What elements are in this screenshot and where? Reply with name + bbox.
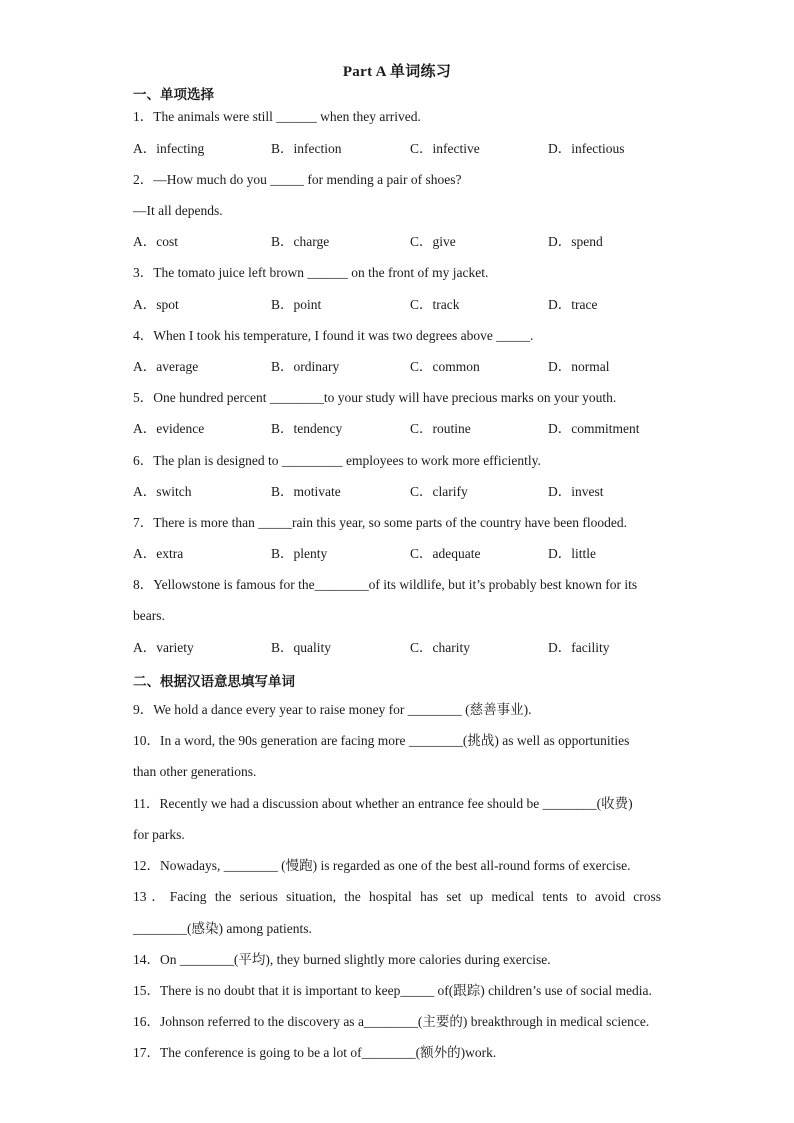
- question-1-option-d: D．infectious: [548, 141, 625, 156]
- question-2-stem: 2．—How much do you _____ for mending a pair of shoes?: [133, 172, 462, 187]
- question-6-option-a: A．switch: [133, 484, 192, 499]
- question-6-option-d: D．invest: [548, 484, 604, 499]
- question-3-option-c: C．track: [410, 297, 460, 312]
- question-8-option-d: D．facility: [548, 640, 610, 655]
- page-title: Part A 单词练习: [342, 64, 452, 80]
- question-2-option-c: C．give: [410, 234, 456, 249]
- question-6-option-c: C．clarify: [410, 484, 468, 499]
- question-11-line-1: 11．Recently we had a discussion about whether an entrance fee should be ________(收费): [133, 796, 633, 811]
- question-4-option-b: B．ordinary: [271, 359, 340, 374]
- question-13-line-2: ________(感染) among patients.: [133, 921, 312, 936]
- section-heading-fill-in: 二、根据汉语意思填写单词: [133, 674, 295, 690]
- question-11-line-2: for parks.: [133, 827, 185, 842]
- question-1-stem: 1．The animals were still ______ when they arrived.: [133, 109, 421, 124]
- question-4-option-c: C．common: [410, 359, 480, 374]
- question-1-option-a: A．infecting: [133, 141, 205, 156]
- question-7-stem: 7．There is more than _____rain this year, so some parts of the country have been flooded.: [133, 515, 627, 530]
- question-2-stem-reply: —It all depends.: [133, 203, 223, 218]
- question-6-stem: 6．The plan is designed to _________ employees to work more efficiently.: [133, 453, 541, 468]
- question-8-stem-continued: bears.: [133, 608, 165, 623]
- question-7-option-c: C．adequate: [410, 546, 481, 561]
- question-8-option-a: A．variety: [133, 640, 194, 655]
- question-9: 9．We hold a dance every year to raise money for ________ (慈善事业).: [133, 702, 532, 717]
- question-12: 12．Nowadays, ________ (慢跑) is regarded as one of the best all-round forms of exercise.: [133, 858, 631, 873]
- question-7-option-a: A．extra: [133, 546, 184, 561]
- question-5-option-d: D．commitment: [548, 421, 640, 436]
- question-7-option-b: B．plenty: [271, 546, 328, 561]
- question-2-option-a: A．cost: [133, 234, 178, 249]
- question-3-option-b: B．point: [271, 297, 322, 312]
- question-8-stem: 8．Yellowstone is famous for the________of its wildlife, but it’s probably best known for its: [133, 577, 638, 592]
- question-10-line-1: 10．In a word, the 90s generation are facing more ________(挑战) as well as opportunities: [133, 733, 630, 748]
- question-16: 16．Johnson referred to the discovery as a________(主要的) breakthrough in medical science.: [133, 1014, 650, 1029]
- question-1-option-b: B．infection: [271, 141, 342, 156]
- question-2-option-b: B．charge: [271, 234, 330, 249]
- question-8-option-c: C．charity: [410, 640, 470, 655]
- question-5-option-b: B．tendency: [271, 421, 343, 436]
- question-17: 17．The conference is going to be a lot of________(额外的)work.: [133, 1045, 497, 1060]
- question-8-option-b: B．quality: [271, 640, 331, 655]
- question-7-option-d: D．little: [548, 546, 596, 561]
- question-4-option-d: D．normal: [548, 359, 610, 374]
- question-2-option-d: D．spend: [548, 234, 603, 249]
- question-3-option-a: A．spot: [133, 297, 179, 312]
- question-4-option-a: A．average: [133, 359, 199, 374]
- question-3-stem: 3．The tomato juice left brown ______ on the front of my jacket.: [133, 265, 489, 280]
- section-heading-multiple-choice: 一、单项选择: [133, 87, 214, 103]
- question-6-option-b: B．motivate: [271, 484, 341, 499]
- question-3-option-d: D．trace: [548, 297, 598, 312]
- question-5-option-a: A．evidence: [133, 421, 205, 436]
- question-15: 15．There is no doubt that it is important to keep_____ of(跟踪) children’s use of social media.: [133, 983, 652, 998]
- question-5-stem: 5．One hundred percent ________to your study will have precious marks on your youth.: [133, 390, 617, 405]
- question-10-line-2: than other generations.: [133, 764, 257, 779]
- question-4-stem: 4．When I took his temperature, I found it was two degrees above _____.: [133, 328, 534, 343]
- question-13-line-1: 13．Facing the serious situation, the hospital has set up medical tents to avoid cross: [133, 889, 661, 904]
- question-5-option-c: C．routine: [410, 421, 471, 436]
- question-1-option-c: C．infective: [410, 141, 480, 156]
- question-14: 14．On ________(平均), they burned slightly more calories during exercise.: [133, 952, 551, 967]
